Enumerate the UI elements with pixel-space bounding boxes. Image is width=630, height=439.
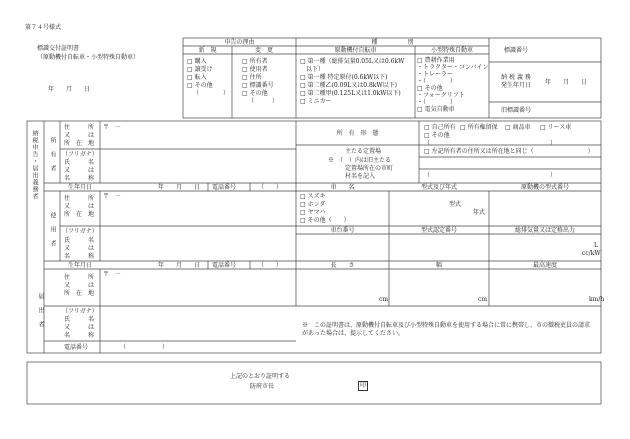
reason-change-item[interactable]: □ 使用者 [242,66,268,73]
reporter-furigana: （フリガナ） [62,308,98,315]
user-birth-label: 生年月日 [68,262,93,269]
user-postal[interactable]: 〒 － [103,193,122,200]
width-unit: cm [478,296,488,303]
maker-option[interactable]: □ ホンダ [300,201,326,208]
disp-unit-cc: cc/kW [582,250,601,257]
reporter-phone-label: 電話番号 [64,344,89,351]
user-label: 使 用 者 [49,212,56,247]
issue-date: 年 月 日 [48,86,91,93]
reason-new-item[interactable]: □ 譲受け [187,66,213,73]
storage-old-paren[interactable]: （ ） [424,172,557,179]
engine-model-header: 原動機の型式番号 [520,184,569,191]
address-label-line: 所 在 地 [64,290,95,297]
kind-special-header: 小型特殊自動車 [430,47,473,54]
form-number: 第７４号様式 [25,24,62,31]
length-unit: cm [379,296,389,303]
owner-birth-date[interactable]: 年 月 日 [158,184,201,191]
ownership-option[interactable]: □ 商品車 [505,124,531,131]
address-label-line: 所 在 地 [64,211,95,218]
kind-special-item[interactable]: □ 農耕作業用 [417,57,455,64]
ownership-option[interactable]: □ リース車 [540,124,572,131]
storage-label: 主たる定置場 [345,148,382,155]
name-label-line: 氏 名 [64,159,95,166]
carry-notice: ※ この証明書は、原動機付自転車及び小型特殊自動車を使用する場合に常に携帯し、市の徴税吏員の請求があった場合は、提示してください。 [302,322,591,337]
address-label-line: 住 所 [64,195,95,202]
name-label-line: 名 称 [64,332,95,339]
owner-label: 所 有 者 [49,137,56,172]
maker-option[interactable]: □ その他（ ） [300,217,350,224]
ownership-option[interactable]: □ その他 [424,132,450,139]
kind-special-item: ・（ ） [417,78,457,85]
reason-header: 申告の理由 [224,39,255,46]
name-label-line: 又 は [64,167,95,174]
name-label-line: 名 称 [64,253,95,260]
kind-moped-item[interactable]: □ ミニカー [300,98,332,105]
max-speed-header: 最高速度 [532,262,557,269]
year-label: 年式 [473,209,486,216]
kind-special-item: ・トラクター・コンバイン [417,64,489,71]
reason-new-item[interactable]: □ その他 [187,82,213,89]
ownership-other-paren[interactable]: （ ） [424,140,557,147]
kind-special-item: ・（ ） [417,99,457,106]
reporter-postal[interactable]: 〒 － [103,271,122,278]
name-label-line: 氏 名 [64,316,95,323]
user-phone-label: 電話番号 [212,262,237,269]
storage-note-2: 定置場所在の市町 [345,165,394,172]
reporter-phone-value[interactable]: （ ） [120,344,169,351]
kind-moped-item[interactable]: □ 第二種甲(0.125L又は1.0kW以下) [300,90,401,97]
user-furigana: （フリガナ） [62,228,98,235]
user-phone-value[interactable]: （ ） [258,262,283,269]
old-plate-label: 旧標識番号 [500,107,531,114]
owner-furigana: （フリガナ） [62,151,98,158]
reason-new-item[interactable]: □ 購入 [187,58,207,65]
owner-postal[interactable]: 〒 － [103,124,122,131]
length-header: 長 さ [330,262,355,269]
maker-option[interactable]: □ ヤマハ [300,209,326,216]
kind-moped-item[interactable]: □ 第一種（総排気量0.05L又は0.6kW [300,58,405,65]
ownership-option[interactable]: □ 所有権留保 [460,124,498,131]
reason-change-item[interactable]: □ 標識番号 [242,82,274,89]
reporter-label: 届 出 者 [37,293,44,328]
kind-moped-item[interactable]: □ 第一種 特定原付(0.6kW以下) [300,74,388,81]
reason-change-item[interactable]: □ その他 [242,90,268,97]
taxpayer-side-label: 納税申告・届出義務者 [31,130,38,200]
kind-special-item: ・フォークリフト [417,92,465,99]
address-label-line: 住 所 [64,274,95,281]
disp-unit-l: L [594,242,598,249]
certify-text: 上記のとおり証明する [230,373,291,380]
user-birth-date[interactable]: 年 月 日 [158,262,201,269]
storage-note: ※ （ ）内は旧主たる [328,157,392,164]
reason-new-header: 新 規 [198,47,217,54]
speed-unit: km/h [589,296,605,303]
width-header: 幅 [435,262,442,269]
owner-birth-label: 生年月日 [68,184,93,191]
tax-date-label: 納 税 義 務 [501,74,531,81]
vehicle-name-header: 車 名 [330,184,355,191]
kind-moped-header: 原動機付自転車 [334,47,377,54]
approval-no-header: 型式認定番号 [420,227,457,234]
storage-note-3: 村名を記入 [345,173,376,180]
kind-special-item[interactable]: □ その他 [417,85,443,92]
mayor-title: 防府市長 [250,383,275,390]
kind-moped-item: 以下） [300,66,325,73]
name-label-line: 名 称 [64,175,95,182]
form-subtitle: （原動機付自転車・小型特殊自動車） [37,54,140,61]
ownership-option[interactable]: □ 自己所有 [424,124,456,131]
ownership-label: 所 有 形 態 [336,130,379,137]
reason-new-item: （ ） [193,90,230,97]
form-title: 標識交付証明書 [37,45,80,52]
tax-date-label-2: 発生年月日 [500,82,531,89]
address-label-line: 又 は [64,282,95,289]
kind-header: 種 別 [371,39,414,46]
displacement-header: 総排気量又は定格出力 [514,227,575,234]
tax-date-value[interactable]: 年 月 日 [545,79,588,86]
model-year-header: 型式及び年式 [420,184,457,191]
storage-same-checkbox[interactable]: □ 左記所有者の住所又は所在地と同じ（ ） [424,148,594,155]
name-label-line: 又 は [64,324,95,331]
owner-phone-label: 電話番号 [212,184,237,191]
reason-change-item[interactable]: □ 所有者 [242,58,268,65]
reason-new-item[interactable]: □ 転入 [187,74,207,81]
address-label-line: 住 所 [64,124,95,131]
maker-option[interactable]: □ スズキ [300,193,326,200]
seal-mark: 印 [359,382,366,389]
reason-change-item[interactable]: □ 住所 [242,74,262,81]
name-label-line: 氏 名 [64,237,95,244]
model-label: 型式 [449,201,462,208]
address-label-line: 又 は [64,203,95,210]
address-label-line: 所 在 地 [64,140,95,147]
name-label-line: 又 は [64,245,95,252]
kind-moped-item[interactable]: □ 第二種乙(0.09L又は0.8kW以下) [300,82,397,89]
reason-change-item: （ ） [248,98,279,105]
address-label-line: 又 は [64,132,95,139]
owner-phone-value[interactable]: （ ） [258,184,283,191]
plate-header: 標識番号 [503,47,528,54]
kind-special-item: ・トレーラー [417,71,454,78]
frame-no-header: 車台番号 [330,227,355,234]
reason-change-header: 変 更 [254,47,273,54]
kind-special-item[interactable]: □ 電気自動車 [417,106,455,113]
